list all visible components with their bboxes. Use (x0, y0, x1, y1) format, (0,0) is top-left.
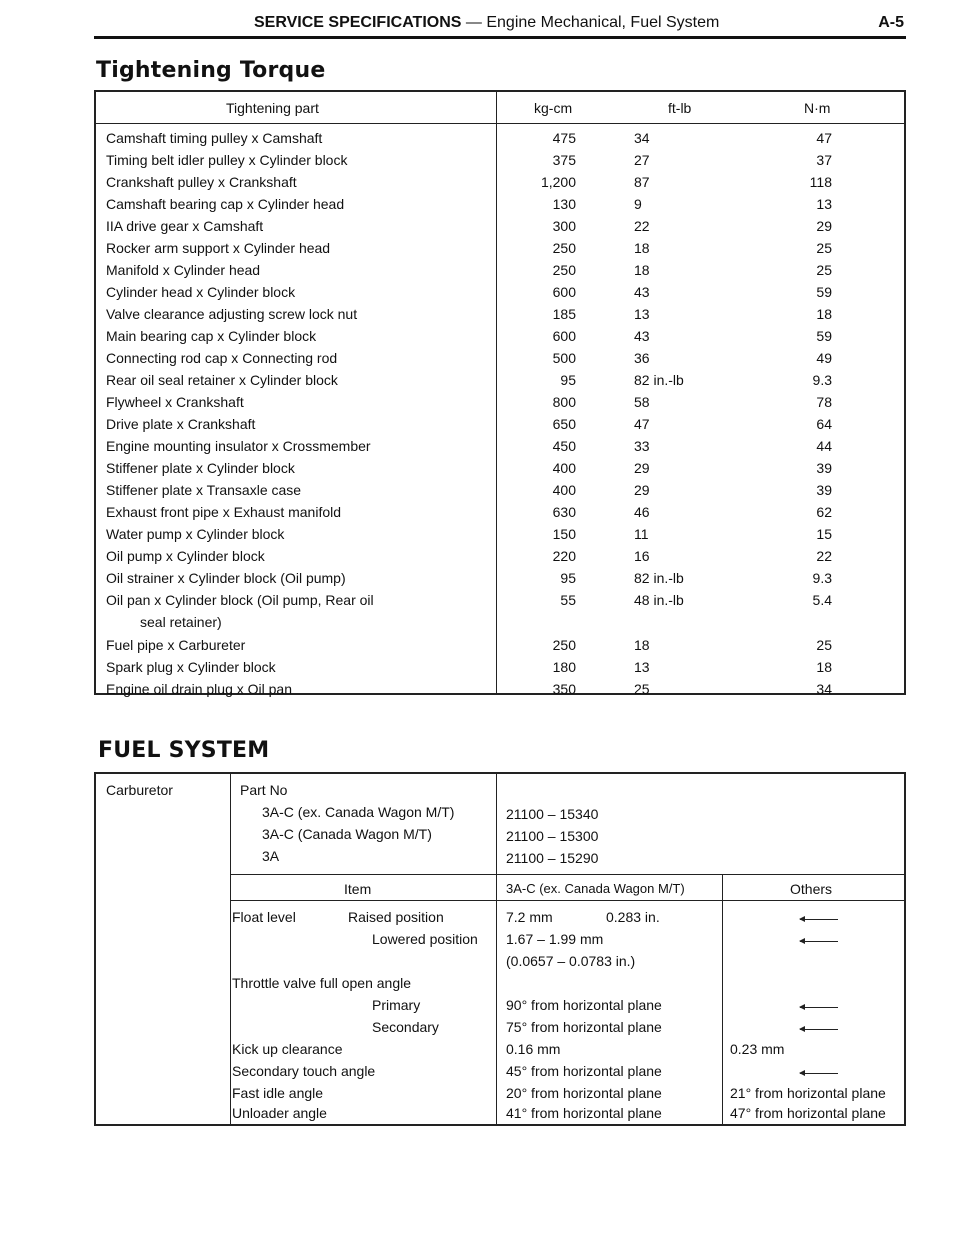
tightening-part: Engine mounting insulator x Crossmember (106, 438, 371, 454)
ft-lb-value: 27 (634, 152, 650, 168)
kg-cm-value: 95 (560, 570, 576, 586)
kg-cm-value: 95 (560, 372, 576, 388)
nm-value: 13 (816, 196, 832, 212)
torque-row (96, 502, 904, 524)
tightening-part: Oil pan x Cylinder block (Oil pump, Rear oil (106, 592, 374, 608)
tightening-part: Oil strainer x Cylinder block (Oil pump) (106, 570, 346, 586)
nm-value: 78 (816, 394, 832, 410)
part-no-label: Part No (240, 782, 288, 798)
fast-idle-spec: 20° from horizontal plane (506, 1085, 662, 1101)
ft-lb-value: 18 (634, 240, 650, 256)
tightening-part: Timing belt idler pulley x Cylinder block (106, 152, 348, 168)
kg-cm-value: 400 (552, 482, 576, 498)
header-title (254, 14, 719, 32)
kg-cm-value: 450 (552, 438, 576, 454)
ft-lb-value: 29 (634, 460, 650, 476)
nm-value: 37 (816, 152, 832, 168)
tightening-part: Valve clearance adjusting screw lock nut (106, 306, 358, 322)
ft-lb-value: 18 (634, 262, 650, 278)
torque-row (96, 194, 904, 216)
kg-cm-value: 220 (552, 548, 576, 564)
torque-row (96, 392, 904, 414)
nm-value: 64 (816, 416, 832, 432)
fast-idle-other: 21° from horizontal plane (730, 1085, 886, 1101)
torque-row (96, 326, 904, 348)
column-divider (230, 774, 231, 1124)
section-title-fuel: FUEL SYSTEM (98, 738, 270, 763)
ft-lb-value: 87 (634, 174, 650, 190)
torque-row (96, 172, 904, 194)
tightening-part: seal retainer) (140, 614, 222, 630)
nm-value: 39 (816, 482, 832, 498)
same-as-left-arrow-icon (800, 1029, 838, 1030)
ft-lb-value: 9 (634, 196, 642, 212)
torque-row (96, 458, 904, 480)
secondary-touch-label: Secondary touch angle (232, 1063, 376, 1079)
ft-lb-value: 16 (634, 548, 650, 564)
torque-row (96, 304, 904, 326)
raised-spec-mm: 7.2 mm (506, 909, 553, 925)
torque-row (96, 436, 904, 458)
nm-value: 18 (816, 659, 832, 675)
kg-cm-value: 185 (552, 306, 576, 322)
kg-cm-value: 600 (552, 328, 576, 344)
tightening-part: Crankshaft pulley x Crankshaft (106, 174, 297, 190)
nm-value: 29 (816, 218, 832, 234)
torque-row (96, 590, 904, 612)
kg-cm-value: 500 (552, 350, 576, 366)
nm-value: 39 (816, 460, 832, 476)
raised-position-label: Raised position (348, 909, 444, 925)
nm-value: 49 (816, 350, 832, 366)
primary-label: Primary (372, 997, 421, 1013)
nm-value: 44 (816, 438, 832, 454)
nm-value: 62 (816, 504, 832, 520)
kg-cm-value: 55 (560, 592, 576, 608)
secondary-spec: 75° from horizontal plane (506, 1019, 662, 1035)
ft-lb-value: 48 in.-lb (634, 592, 684, 608)
header-tightening-part: Tightening part (226, 100, 319, 116)
row-divider (230, 900, 904, 901)
tightening-part: Camshaft bearing cap x Cylinder head (106, 196, 345, 212)
header-item: Item (344, 881, 372, 897)
nm-value: 15 (816, 526, 832, 542)
nm-value: 25 (816, 637, 832, 653)
ft-lb-value: 82 in.-lb (634, 570, 684, 586)
ft-lb-value: 34 (634, 130, 650, 146)
tightening-part: Connecting rod cap x Connecting rod (106, 350, 338, 366)
nm-value: 59 (816, 328, 832, 344)
kick-up-label: Kick up clearance (232, 1041, 343, 1057)
header-ft-lb: ft-lb (668, 100, 692, 116)
same-as-left-arrow-icon (800, 1007, 838, 1008)
kg-cm-value: 600 (552, 284, 576, 300)
kick-up-spec: 0.16 mm (506, 1041, 561, 1057)
nm-value: 22 (816, 548, 832, 564)
kg-cm-value: 475 (552, 130, 576, 146)
header-divider (96, 123, 904, 124)
fuel-system-table (94, 772, 906, 1126)
secondary-label: Secondary (372, 1019, 439, 1035)
torque-row (96, 635, 904, 657)
torque-table (94, 90, 906, 695)
kg-cm-value: 650 (552, 416, 576, 432)
unloader-other: 47° from horizontal plane (730, 1105, 886, 1121)
torque-row (96, 480, 904, 502)
header-kg-cm: kg-cm (534, 100, 573, 116)
tightening-part: Stiffener plate x Cylinder block (106, 460, 295, 476)
torque-row (96, 568, 904, 590)
lowered-position-label: Lowered position (372, 931, 478, 947)
secondary-touch-spec: 45° from horizontal plane (506, 1063, 662, 1079)
nm-value: 25 (816, 262, 832, 278)
kg-cm-value: 400 (552, 460, 576, 476)
torque-row (96, 216, 904, 238)
ft-lb-value: 18 (634, 637, 650, 653)
torque-row (96, 657, 904, 679)
ft-lb-value: 13 (634, 659, 650, 675)
kg-cm-value: 630 (552, 504, 576, 520)
same-as-left-arrow-icon (800, 919, 838, 920)
torque-row (96, 128, 904, 150)
tightening-part: Fuel pipe x Carbureter (106, 637, 246, 653)
torque-row (96, 238, 904, 260)
torque-row (96, 150, 904, 172)
tightening-part: IIA drive gear x Camshaft (106, 218, 264, 234)
part-model: 3A-C (ex. Canada Wagon M/T) (262, 804, 455, 820)
kg-cm-value: 375 (552, 152, 576, 168)
ft-lb-value: 58 (634, 394, 650, 410)
ft-lb-value: 43 (634, 328, 650, 344)
same-as-left-arrow-icon (800, 941, 838, 942)
kg-cm-value: 250 (552, 637, 576, 653)
nm-value: 34 (816, 681, 832, 697)
header-title-rest: — Engine Mechanical, Fuel System (461, 14, 720, 31)
part-number: 21100 – 15300 (506, 828, 599, 844)
lowered-spec-in: (0.0657 – 0.0783 in.) (506, 953, 636, 969)
torque-row (96, 282, 904, 304)
torque-row (96, 348, 904, 370)
part-number: 21100 – 15340 (506, 806, 599, 822)
torque-row (96, 679, 904, 701)
ft-lb-value: 36 (634, 350, 650, 366)
tightening-part: Stiffener plate x Transaxle case (106, 482, 302, 498)
kg-cm-value: 300 (552, 218, 576, 234)
nm-value: 47 (816, 130, 832, 146)
page-number: A-5 (878, 14, 904, 31)
primary-spec: 90° from horizontal plane (506, 997, 662, 1013)
ft-lb-value: 13 (634, 306, 650, 322)
throttle-valve-label: Throttle valve full open angle (232, 975, 411, 991)
part-number: 21100 – 15290 (506, 850, 599, 866)
kg-cm-value: 800 (552, 394, 576, 410)
ft-lb-value: 11 (634, 526, 649, 542)
kg-cm-value: 150 (552, 526, 576, 542)
header-nm: N·m (804, 100, 831, 116)
section-title-torque: Tightening Torque (96, 58, 326, 83)
tightening-part: Rear oil seal retainer x Cylinder block (106, 372, 338, 388)
ft-lb-value: 25 (634, 681, 650, 697)
torque-row (96, 612, 904, 634)
tightening-part: Rocker arm support x Cylinder head (106, 240, 331, 256)
tightening-part: Cylinder head x Cylinder block (106, 284, 296, 300)
torque-row (96, 524, 904, 546)
float-level-label: Float level (232, 909, 296, 925)
part-model: 3A (262, 848, 280, 864)
kg-cm-value: 250 (552, 240, 576, 256)
tightening-part: Engine oil drain plug x Oil pan (106, 681, 293, 697)
ft-lb-value: 29 (634, 482, 650, 498)
kg-cm-value: 350 (552, 681, 576, 697)
nm-value: 25 (816, 240, 832, 256)
kick-up-other: 0.23 mm (730, 1041, 785, 1057)
component-label: Carburetor (106, 782, 173, 798)
part-model: 3A-C (Canada Wagon M/T) (262, 826, 432, 842)
header-title-bold: SERVICE SPECIFICATIONS (254, 14, 462, 31)
kg-cm-value: 1,200 (540, 174, 576, 190)
tightening-part: Exhaust front pipe x Exhaust manifold (106, 504, 342, 520)
same-as-left-arrow-icon (800, 1073, 838, 1074)
nm-value: 9.3 (812, 570, 832, 586)
tightening-part: Drive plate x Crankshaft (106, 416, 256, 432)
torque-row (96, 370, 904, 392)
unloader-label: Unloader angle (232, 1105, 327, 1121)
torque-row (96, 414, 904, 436)
ft-lb-value: 22 (634, 218, 650, 234)
ft-lb-value: 47 (634, 416, 650, 432)
column-divider (722, 874, 723, 1124)
tightening-part: Flywheel x Crankshaft (106, 394, 244, 410)
row-divider (230, 874, 904, 875)
nm-value: 118 (809, 174, 832, 190)
kg-cm-value: 130 (552, 196, 576, 212)
header-spec: 3A-C (ex. Canada Wagon M/T) (506, 881, 685, 896)
tightening-part: Oil pump x Cylinder block (106, 548, 265, 564)
tightening-part: Camshaft timing pulley x Camshaft (106, 130, 323, 146)
lowered-spec-mm: 1.67 – 1.99 mm (506, 931, 604, 947)
nm-value: 9.3 (812, 372, 832, 388)
tightening-part: Water pump x Cylinder block (106, 526, 285, 542)
ft-lb-value: 43 (634, 284, 650, 300)
header-others: Others (790, 881, 833, 897)
ft-lb-value: 82 in.-lb (634, 372, 684, 388)
raised-spec-in: 0.283 in. (606, 909, 660, 925)
tightening-part: Manifold x Cylinder head (106, 262, 261, 278)
kg-cm-value: 250 (552, 262, 576, 278)
ft-lb-value: 33 (634, 438, 650, 454)
ft-lb-value: 46 (634, 504, 650, 520)
torque-row (96, 260, 904, 282)
torque-row (96, 546, 904, 568)
page-header (94, 12, 906, 39)
tightening-part: Main bearing cap x Cylinder block (106, 328, 317, 344)
column-divider (496, 774, 497, 1124)
fast-idle-label: Fast idle angle (232, 1085, 324, 1101)
nm-value: 5.4 (812, 592, 832, 608)
unloader-spec: 41° from horizontal plane (506, 1105, 662, 1121)
nm-value: 18 (816, 306, 832, 322)
nm-value: 59 (816, 284, 832, 300)
kg-cm-value: 180 (552, 659, 576, 675)
tightening-part: Spark plug x Cylinder block (106, 659, 276, 675)
